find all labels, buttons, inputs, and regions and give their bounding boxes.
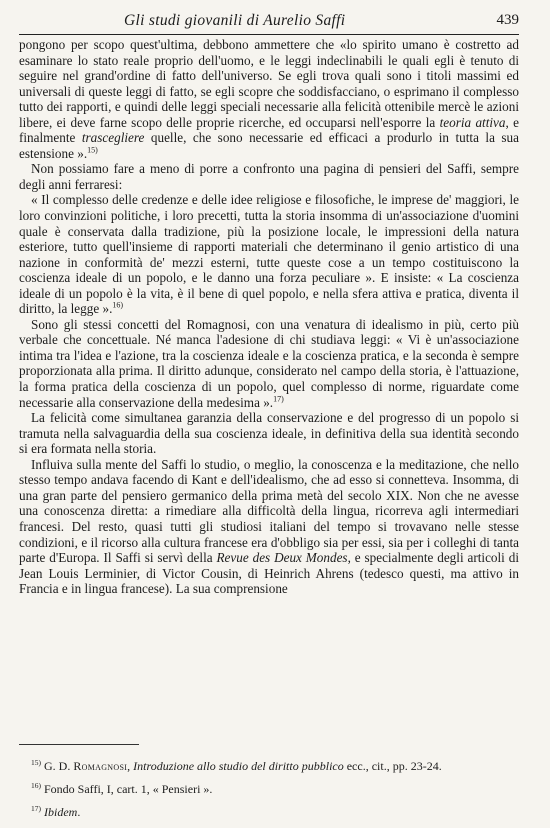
text-run: Non possiamo fare a meno di porre a confronto una pagina di pensieri del Saffi, sempre degli anni ferraresi: <box>19 161 519 192</box>
italic-text: Revue des Deux Mondes <box>216 550 348 566</box>
paragraph-p2 <box>19 161 519 192</box>
text-run: Fondo Saffi, I, cart. 1, « Pensieri ». <box>41 782 213 796</box>
text-run: pongono per scopo quest'ultima, debbono ammettere che «lo spirito umano è costretto ad esaminare lo stato reale proprio dell'uomo, e le leggi indeclinabili le quali egli è tenuto di seguire nel grand'ordine di fatto dell'universo. Se egli trova quali sono i titoli massimi ed universali di queste leggi di fatto, se egli scopre che soddisfacciano, o esprimano il complesso tutto dei rapporti, e quindi delle leggi speciali necessarie alla felicità ottenibile mercè le azioni libere, ei deve farne scopo delle proprie ricerche, ed occuparsi nell'esporre la <box>19 37 519 130</box>
page-number: 439 <box>496 12 519 28</box>
running-title: Gli studi giovanili di Aurelio Saffi <box>124 12 346 29</box>
paragraph-p4 <box>19 317 519 410</box>
footnote-divider <box>19 744 139 745</box>
footnote-fn15 <box>19 759 519 773</box>
italic-text: teoria attiva <box>439 114 506 130</box>
text-run: Influiva sulla mente del Saffi lo studio, o meglio, la conoscenza e la meditazione, che nello stesso tempo andava facendo di Kant e dell'idealismo, che ad esso si connetteva. Insomma, di una gran parte del pensiero germanico della prima metà del secolo XIX. Non che ne avesse una conoscenza diretta: a rimediare alla difficoltà della lingua, ricorreva agli intermediari francesi. Del resto, quasi tutti gli studiosi italiani del tempo si trovavano nelle stesse condizioni, e il ricorso alla cultura francese era d'obbligo sia per essi, sia per i colleghi di tanta parte d'Europa. Il Saffi si servì della <box>19 456 519 566</box>
paragraph-p5 <box>19 410 519 457</box>
paragraph-p3 <box>19 192 519 316</box>
footnote-ref: 17) <box>273 394 284 404</box>
text-run: , e finalmente <box>19 114 519 146</box>
italic-text: Ibidem <box>44 805 78 819</box>
text-run: ecc., cit., pp. 23-24. <box>343 759 442 773</box>
footnotes <box>19 744 519 828</box>
body-text <box>19 37 519 597</box>
page-header <box>19 10 519 35</box>
text-run: La felicità come simultanea garanzia della conservazione e del progresso di un popolo si tramuta nella salvaguardia della sua coscienza ideale, in definitiva della sua identità secondo si era formata nella storia. <box>19 410 519 457</box>
text-run: « Il complesso delle credenze e delle idee religiose e filosofiche, le imprese de' maggiori, le loro convinzioni politiche, i loro precetti, tutta la storia insomma di un'associazione d'uomini quale è conservata dalla tradizione, più la posizione locale, le impressioni della natura esteriore, tutto quell'insieme di rapporti materiali che determinano il genio artistico di una nazione in conformità de' mezzi esterni, tutte queste cose a un tempo costituiscono la coscienza ideale di un popolo, e le danno una forza peculiare ». E insiste: « La coscienza ideale di un popolo è la vita, è il bene di quel popolo, e nella sfera attiva e pratica, diventa il diritto, la legge ». <box>19 192 519 317</box>
text-run: quelle, che sono necessarie ed efficaci a produrlo in tutta la sua estensione ». <box>19 130 519 161</box>
footnote-fn16 <box>19 782 519 796</box>
italic-text: trascegliere <box>81 130 145 146</box>
text-run: G. D. <box>41 759 74 773</box>
text-run: , <box>127 759 134 773</box>
footnote-ref: 16) <box>31 781 41 790</box>
paragraph-p1 <box>19 37 519 161</box>
italic-text: Introduzione allo studio del diritto pubblico <box>133 759 344 773</box>
footnote-ref: 16) <box>112 300 124 310</box>
footnote-fn17 <box>19 805 519 819</box>
footnote-ref: 15) <box>87 145 98 155</box>
paragraph-p6 <box>19 457 519 597</box>
text-run: Sono gli stessi concetti del Romagnosi, con una venatura di idealismo in più, certo più verbale che concettuale. Né manca l'adesione di chi studiava leggi: « Vi è un'associazione intima tra l'idea e l'azione, tra la coscienza ideale e la coscienza pratica, e la seconda è sempre proporzionata alla prima. Il diritto adunque, considerato nel campo della storia, è l'attuazione, la forma pratica della coscienza di un popolo, quel complesso di norme, riguardate come necessarie alla conservazione della medesima ». <box>19 316 519 410</box>
footnote-ref: 17) <box>31 804 41 813</box>
footnote-list <box>19 759 519 819</box>
text-run: , e specialmente degli articoli di Jean Louis Lerminier, di Victor Cousin, di Heinrich Ahrens (tedesco questi, ma attivo in Francia e in lingua francese). La sua comprensione <box>19 550 520 597</box>
page <box>19 10 519 597</box>
text-run: . <box>77 805 81 819</box>
footnote-ref: 15) <box>31 758 41 767</box>
author-name: Romagnosi <box>73 759 128 773</box>
